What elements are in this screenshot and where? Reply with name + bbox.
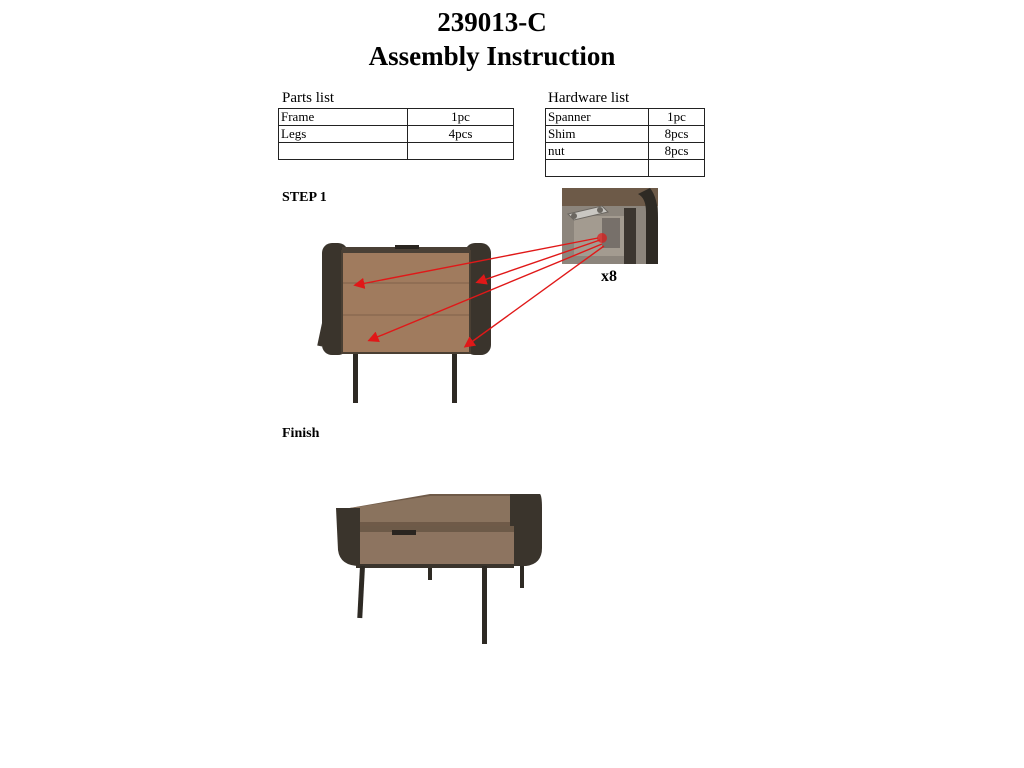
hardware-qty: 1pc: [649, 109, 705, 126]
parts-list-label: Parts list: [282, 90, 335, 106]
hardware-list-label: Hardware list: [548, 90, 630, 106]
part-name: Frame: [279, 109, 408, 126]
finished-side-table-illustration: [330, 488, 550, 648]
arrow-front-right: [478, 240, 600, 282]
hardware-name: Shim: [546, 126, 649, 143]
arrow-back-left: [370, 244, 602, 340]
part-qty: 4pcs: [408, 126, 514, 143]
arrow-front-left: [356, 238, 598, 285]
finish-label: Finish: [282, 426, 320, 441]
hardware-qty: 8pcs: [649, 126, 705, 143]
hardware-name: nut: [546, 143, 649, 160]
step-1-label: STEP 1: [282, 190, 327, 205]
hardware-multiplier: x8: [601, 268, 617, 285]
hardware-name: Spanner: [546, 109, 649, 126]
hardware-qty: 8pcs: [649, 143, 705, 160]
page-title: Assembly Instruction: [368, 41, 616, 71]
part-name: Legs: [279, 126, 408, 143]
model-number: 239013-C: [437, 7, 547, 37]
part-qty: 1pc: [408, 109, 514, 126]
arrow-back-right: [466, 246, 604, 346]
